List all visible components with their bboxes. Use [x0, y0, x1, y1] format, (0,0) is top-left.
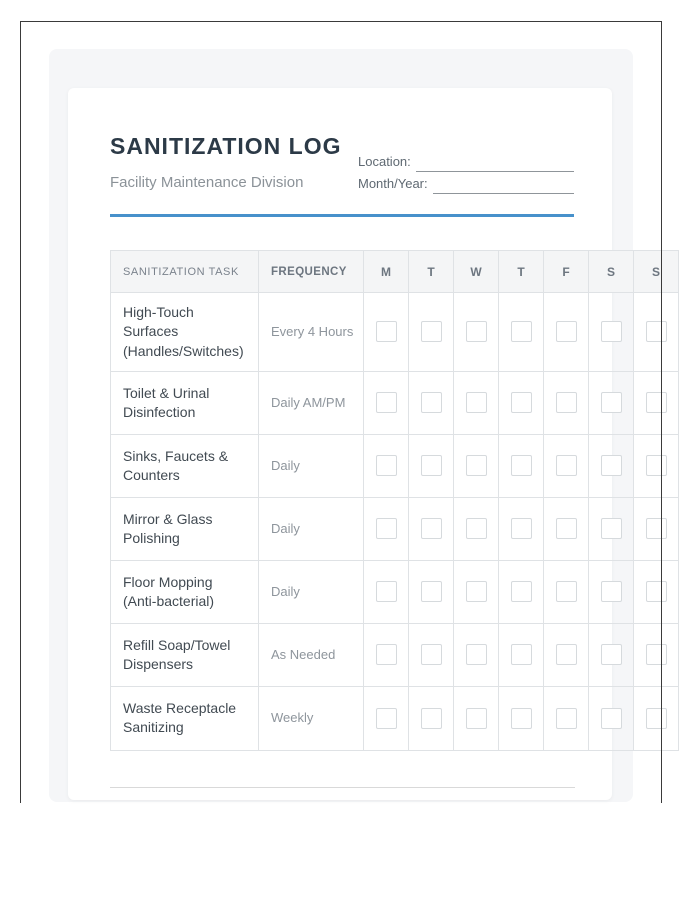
day-checkbox-cell	[544, 560, 589, 623]
day-checkbox-cell	[499, 434, 544, 497]
day-checkbox-cell	[589, 623, 634, 686]
day-checkbox-cell	[454, 371, 499, 434]
day-checkbox-cell	[589, 497, 634, 560]
task-checkbox[interactable]	[466, 455, 487, 476]
day-checkbox-cell	[454, 686, 499, 750]
sanitization-log-table	[110, 250, 679, 751]
day-checkbox-cell	[589, 293, 634, 372]
page-title: SANITIZATION LOG	[110, 133, 342, 159]
day-checkbox-cell	[589, 434, 634, 497]
task-checkbox[interactable]	[511, 518, 532, 539]
task-cell: Refill Soap/Towel Dispensers	[111, 623, 259, 686]
day-checkbox-cell	[454, 293, 499, 372]
task-checkbox[interactable]	[646, 518, 667, 539]
task-checkbox[interactable]	[646, 644, 667, 665]
task-checkbox[interactable]	[376, 644, 397, 665]
task-cell: Toilet & Urinal Disinfection	[111, 371, 259, 434]
day-checkbox-cell	[544, 434, 589, 497]
paper-right-edge	[661, 21, 662, 803]
day-checkbox-cell	[364, 497, 409, 560]
day-checkbox-cell	[589, 560, 634, 623]
task-checkbox[interactable]	[421, 321, 442, 342]
task-checkbox[interactable]	[646, 321, 667, 342]
task-cell: Sinks, Faucets & Counters	[111, 434, 259, 497]
task-checkbox[interactable]	[421, 392, 442, 413]
task-checkbox[interactable]	[466, 708, 487, 729]
table-row	[111, 686, 679, 750]
task-cell: Waste Receptacle Sanitizing	[111, 686, 259, 750]
day-checkbox-cell	[589, 371, 634, 434]
frequency-cell: Weekly	[259, 686, 364, 750]
task-checkbox[interactable]	[466, 581, 487, 602]
day-checkbox-cell	[454, 560, 499, 623]
day-checkbox-cell	[544, 371, 589, 434]
day-checkbox-cell	[544, 623, 589, 686]
day-checkbox-cell	[544, 293, 589, 372]
task-checkbox[interactable]	[421, 455, 442, 476]
frequency-cell: Daily AM/PM	[259, 371, 364, 434]
month-year-label: Month/Year:	[358, 176, 428, 191]
day-checkbox-cell	[499, 371, 544, 434]
day-checkbox-cell	[634, 293, 679, 372]
location-blank-line	[416, 156, 574, 172]
day-checkbox-cell	[634, 434, 679, 497]
table-row	[111, 497, 679, 560]
table-row	[111, 371, 679, 434]
task-checkbox[interactable]	[646, 708, 667, 729]
task-checkbox[interactable]	[556, 518, 577, 539]
col-header-task: SANITIZATION TASK	[111, 251, 259, 293]
day-checkbox-cell	[634, 623, 679, 686]
frequency-cell: Daily	[259, 434, 364, 497]
day-checkbox-cell	[499, 497, 544, 560]
day-checkbox-cell	[499, 686, 544, 750]
table-row	[111, 434, 679, 497]
frequency-cell: Every 4 Hours	[259, 293, 364, 372]
day-checkbox-cell	[364, 623, 409, 686]
col-header-day: M	[364, 251, 409, 293]
day-checkbox-cell	[364, 560, 409, 623]
day-checkbox-cell	[364, 686, 409, 750]
task-checkbox[interactable]	[601, 392, 622, 413]
task-checkbox[interactable]	[556, 581, 577, 602]
task-checkbox[interactable]	[556, 321, 577, 342]
task-checkbox[interactable]	[556, 455, 577, 476]
task-checkbox[interactable]	[556, 708, 577, 729]
day-checkbox-cell	[409, 497, 454, 560]
accent-divider	[110, 214, 574, 217]
task-cell: Mirror & Glass Polishing	[111, 497, 259, 560]
task-checkbox[interactable]	[421, 581, 442, 602]
day-checkbox-cell	[409, 371, 454, 434]
task-checkbox[interactable]	[421, 518, 442, 539]
task-checkbox[interactable]	[511, 581, 532, 602]
task-checkbox[interactable]	[466, 518, 487, 539]
task-checkbox[interactable]	[511, 321, 532, 342]
task-checkbox[interactable]	[511, 644, 532, 665]
task-checkbox[interactable]	[556, 392, 577, 413]
day-checkbox-cell	[409, 434, 454, 497]
task-checkbox[interactable]	[646, 392, 667, 413]
task-checkbox[interactable]	[601, 518, 622, 539]
task-cell: High-Touch Surfaces (Handles/Switches)	[111, 293, 259, 372]
day-checkbox-cell	[634, 497, 679, 560]
task-checkbox[interactable]	[601, 581, 622, 602]
task-checkbox[interactable]	[376, 581, 397, 602]
task-checkbox[interactable]	[601, 708, 622, 729]
day-checkbox-cell	[544, 686, 589, 750]
col-header-day: F	[544, 251, 589, 293]
col-header-day: T	[499, 251, 544, 293]
day-checkbox-cell	[499, 623, 544, 686]
col-header-day: T	[409, 251, 454, 293]
task-checkbox[interactable]	[511, 708, 532, 729]
col-header-frequency: FREQUENCY	[259, 251, 364, 293]
task-checkbox[interactable]	[376, 392, 397, 413]
day-checkbox-cell	[364, 293, 409, 372]
location-field	[358, 151, 574, 172]
task-checkbox[interactable]	[511, 455, 532, 476]
task-checkbox[interactable]	[601, 644, 622, 665]
frequency-cell: As Needed	[259, 623, 364, 686]
day-checkbox-cell	[364, 434, 409, 497]
table-row	[111, 293, 679, 372]
col-header-day: W	[454, 251, 499, 293]
day-checkbox-cell	[454, 497, 499, 560]
task-checkbox[interactable]	[376, 321, 397, 342]
task-checkbox[interactable]	[466, 392, 487, 413]
day-checkbox-cell	[589, 686, 634, 750]
footer-divider	[110, 787, 575, 788]
day-checkbox-cell	[454, 434, 499, 497]
day-checkbox-cell	[634, 686, 679, 750]
day-checkbox-cell	[454, 623, 499, 686]
task-checkbox[interactable]	[601, 321, 622, 342]
header-fields	[358, 151, 574, 195]
location-label: Location:	[358, 154, 411, 169]
task-checkbox[interactable]	[511, 392, 532, 413]
table-header-row	[111, 251, 679, 293]
month-year-field	[358, 173, 574, 194]
day-checkbox-cell	[634, 371, 679, 434]
task-checkbox[interactable]	[466, 321, 487, 342]
task-checkbox[interactable]	[376, 708, 397, 729]
col-header-day: S	[634, 251, 679, 293]
task-checkbox[interactable]	[421, 708, 442, 729]
day-checkbox-cell	[409, 293, 454, 372]
task-checkbox[interactable]	[421, 644, 442, 665]
task-checkbox[interactable]	[646, 581, 667, 602]
frequency-cell: Daily	[259, 497, 364, 560]
day-checkbox-cell	[499, 293, 544, 372]
task-checkbox[interactable]	[601, 455, 622, 476]
task-checkbox[interactable]	[376, 518, 397, 539]
day-checkbox-cell	[499, 560, 544, 623]
day-checkbox-cell	[409, 623, 454, 686]
table-row	[111, 623, 679, 686]
day-checkbox-cell	[364, 371, 409, 434]
col-header-day: S	[589, 251, 634, 293]
task-checkbox[interactable]	[466, 644, 487, 665]
day-checkbox-cell	[409, 686, 454, 750]
day-checkbox-cell	[544, 497, 589, 560]
day-checkbox-cell	[634, 560, 679, 623]
page-subtitle: Facility Maintenance Division	[110, 174, 304, 191]
task-checkbox[interactable]	[376, 455, 397, 476]
task-cell: Floor Mopping (Anti-bacterial)	[111, 560, 259, 623]
task-checkbox[interactable]	[646, 455, 667, 476]
table-row	[111, 560, 679, 623]
frequency-cell: Daily	[259, 560, 364, 623]
task-checkbox[interactable]	[556, 644, 577, 665]
day-checkbox-cell	[409, 560, 454, 623]
month-year-blank-line	[433, 178, 574, 194]
